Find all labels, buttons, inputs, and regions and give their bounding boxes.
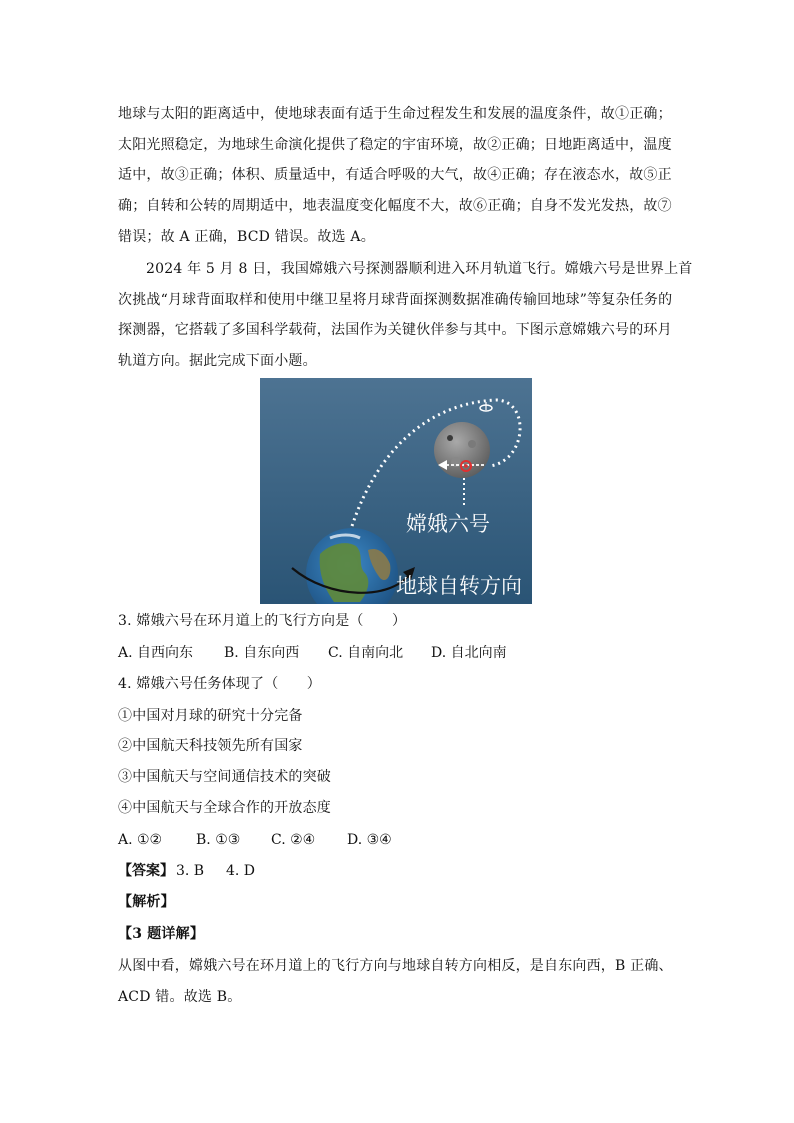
q3-detail-line-1: 从图中看，嫦娥六号在环月道上的飞行方向与地球自转方向相反，是自东向西，B 正确、 [118,958,673,974]
answer-q3: 3. B [176,863,205,879]
q3-option-d: D. 自北向南 [431,645,507,661]
orbit-figure [260,378,532,604]
probe-label: 嫦娥六号 [406,512,490,536]
q4-option-c: C. ②④ [271,832,316,848]
q4-option-a: A. ①② [118,832,163,848]
q3-detail-line-2: ACD 错。故选 B。 [118,989,242,1005]
q4-option-d: D. ③④ [347,832,392,848]
paragraph2-line-1: 2024 年 5 月 8 日，我国嫦娥六号探测器顺利进入环月轨道飞行。嫦娥六号是世界上首 [146,261,693,277]
q4-statement-3: ③中国航天与空间通信技术的突破 [118,769,331,785]
q3-option-c: C. 自南向北 [328,645,404,661]
q4-stem: 4. 嫦娥六号任务体现了（ ） [118,676,322,692]
answer-q4: 4. D [226,863,256,879]
paragraph2-line-4: 轨道方向。据此完成下面小题。 [118,353,317,369]
paragraph2-line-3: 探测器，它搭载了多国科学载荷，法国作为关键伙伴参与其中。下图示意嫦娥六号的环月 [118,322,672,338]
paragraph1-line-5: 错误；故 A 正确，BCD 错误。故选 A。 [118,229,375,245]
paragraph1-line-2: 太阳光照稳定，为地球生命演化提供了稳定的宇宙环境，故②正确；日地距离适中，温度 [118,137,672,153]
q3-option-b: B. 自东向西 [224,645,300,661]
q3-stem: 3. 嫦娥六号在环月道上的飞行方向是（ ） [118,613,407,629]
answer-row [118,861,678,881]
q3-detail-label: 【3 题详解】 [118,926,205,942]
rotation-label: 地球自转方向 [396,574,522,598]
paragraph2-line-2: 次挑战“月球背面取样和使用中继卫星将月球背面探测数据准确传输回地球”等复杂任务的 [118,292,673,308]
q3-options [118,643,678,663]
paragraph1-line-1: 地球与太阳的距离适中，使地球表面有适于生命过程发生和发展的温度条件，故①正确； [118,106,672,122]
q4-statement-1: ①中国对月球的研究十分完备 [118,708,303,724]
analysis-label: 【解析】 [118,894,175,910]
q4-options [118,830,678,850]
paragraph1-line-3: 适中，故③正确；体积、质量适中，有适合呼吸的大气，故④正确；存在液态水，故⑤正 [118,167,672,183]
q4-statement-2: ②中国航天科技领先所有国家 [118,738,303,754]
answer-label: 【答案】 [118,863,174,879]
q3-option-a: A. 自西向东 [118,645,194,661]
paragraph1-line-4: 确；自转和公转的周期适中，地表温度变化幅度不大，故⑥正确；自身不发光发热，故⑦ [118,198,672,214]
q4-option-b: B. ①③ [196,832,241,848]
q4-statement-4: ④中国航天与全球合作的开放态度 [118,800,331,816]
